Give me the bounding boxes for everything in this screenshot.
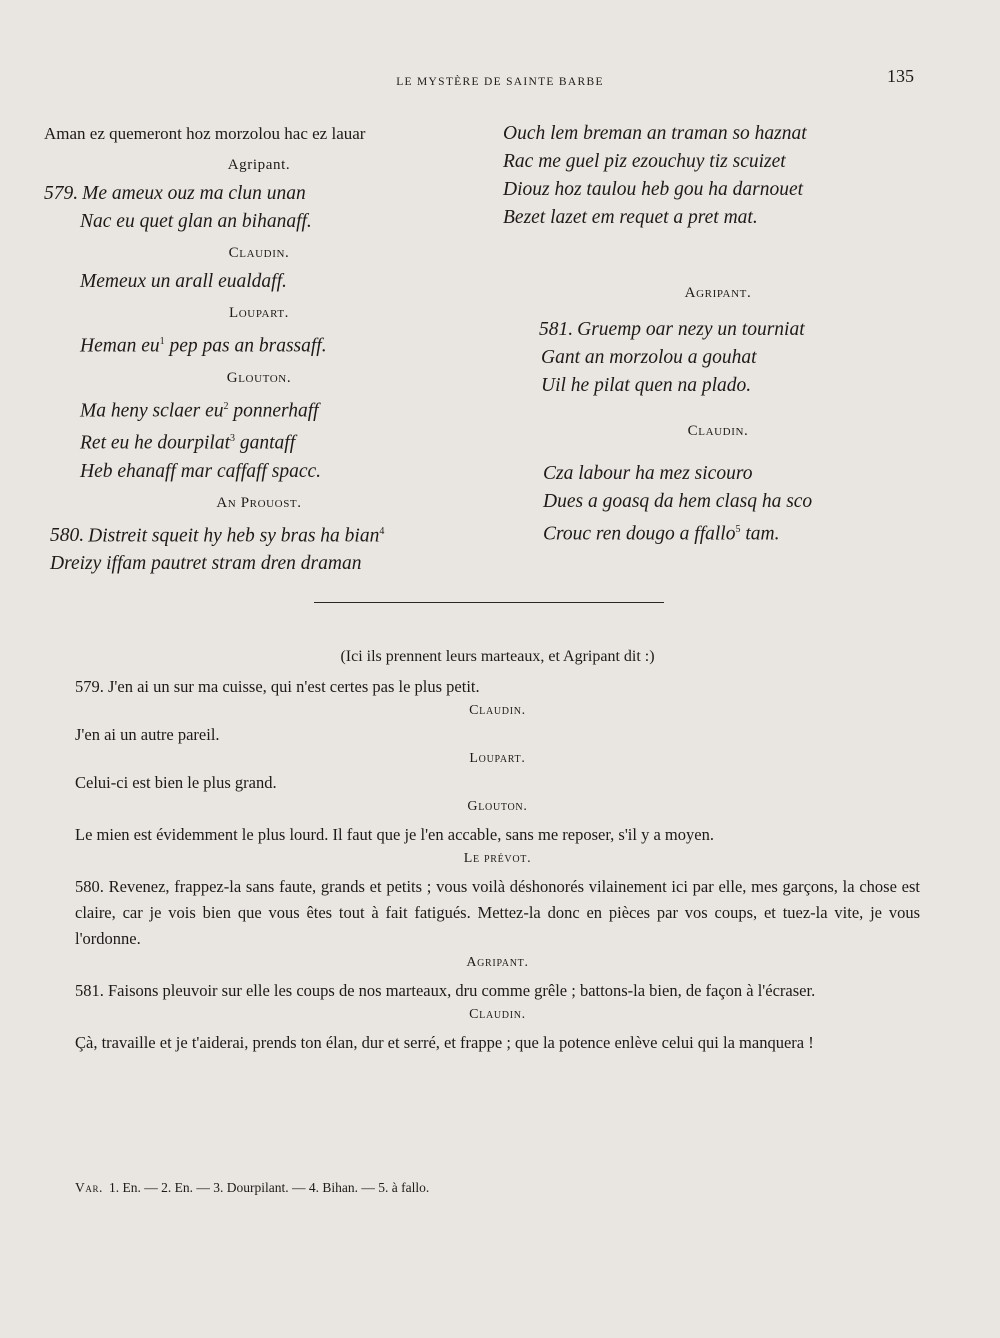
speaker-name: Claudin. <box>228 245 290 261</box>
speaker-name: An Prouost. <box>216 494 302 511</box>
speaker-name: Loupart. <box>228 305 290 321</box>
speaker-name: Claudin. <box>687 423 749 439</box>
verse-line: Crouc ren dougo a ffallo$^5$ tam. <box>543 523 780 545</box>
breton-verse-right-column <box>503 120 933 549</box>
translation-paragraph: 581. Faisons pleuvoir sur elle les coups de nos marteaux, dru comme grêle ; battons-la bien, de façon à l'écraser. <box>75 981 816 1000</box>
verse-line: Aman ez quemeront hoz morzolou hac ez lauar <box>44 124 366 143</box>
verse-line: Memeux un arall eualdaff. <box>80 271 287 292</box>
speaker-name: Agripant. <box>466 955 529 970</box>
verse-line: 581. Gruemp oar nezy un tourniat <box>539 319 805 340</box>
verse-line: Gant an morzolou a gouhat <box>541 347 757 368</box>
speaker-name: Glouton. <box>467 799 528 814</box>
verse-line: Bezet lazet em requet a pret mat. <box>503 207 758 228</box>
footnote-marker: 5 <box>735 524 741 535</box>
verse-line: Cza labour ha mez sicouro <box>543 463 753 484</box>
verse-line: Uil he pilat quen na plado. <box>541 375 752 396</box>
verse-line: 580. Distreit squeit hy heb sy bras ha bian$^4$ <box>50 525 385 546</box>
translation-paragraph: 580. Revenez, frappez-la sans faute, grands et petits ; vous voilà déshonorés vilainement ici par elle, mes garçons, la chose est claire, car je vois bien que vous êtes tout à fait fatigués. Mettez-la donc en pièces par vos coups, et tuez-la vite, je vous l'ordonne. <box>75 877 920 948</box>
speaker-name: Agripant. <box>684 285 752 301</box>
french-translation <box>75 646 920 1056</box>
running-title: LE MYSTÈRE DE SAINTE BARBE <box>396 76 604 88</box>
verse-line: 579. Me ameux ouz ma clun unan <box>44 183 306 204</box>
footnote-marker: 1 <box>159 336 165 347</box>
verse-line: Ret eu he dourpilat$^3$ gantaff <box>80 432 296 454</box>
stage-direction: (Ici ils prennent leurs marteaux, et Agripant dit :) <box>340 648 655 665</box>
footnote-marker: 2 <box>223 400 229 412</box>
footnote-marker: 4 <box>379 525 385 537</box>
speaker-name: Le prévot. <box>463 851 532 866</box>
translation-paragraph: J'en ai un autre pareil. <box>75 725 220 744</box>
translation-paragraph: 579. J'en ai un sur ma cuisse, qui n'est certes pas le plus petit. <box>75 677 480 696</box>
speaker-name: Claudin. <box>469 1007 526 1022</box>
breton-verse-left-column <box>44 120 474 578</box>
speaker-name: Agripant. <box>227 157 291 173</box>
speaker-name: Claudin. <box>469 703 526 718</box>
verse-line: Heb ehanaff mar caffaff spacc. <box>80 460 321 482</box>
verse-line: Ouch lem breman an traman so haznat <box>503 123 807 144</box>
page-number: 135 <box>887 66 914 86</box>
verse-line: Diouz hoz taulou heb gou ha darnouet <box>503 179 804 200</box>
footnote-marker: 3 <box>230 433 236 444</box>
translation-paragraph: Çà, travaille et je t'aiderai, prends ton élan, dur et serré, et frappe ; que la potence enlève celui qui la manquera ! <box>75 1033 814 1052</box>
speaker-name: Loupart. <box>469 751 526 766</box>
translation-paragraph: Le mien est évidemment le plus lourd. Il faut que je l'en accable, sans me reposer, s'il y a moyen. <box>75 825 714 844</box>
section-divider-rule <box>314 602 664 603</box>
verse-line: Rac me guel piz ezouchuy tiz scuizet <box>503 151 786 172</box>
translation-paragraph: Celui-ci est bien le plus grand. <box>75 773 277 792</box>
verse-line: Ma heny sclaer $eu^2$ ponnerhaff <box>80 400 319 421</box>
verse-line: Dues a goasq da hem clasq ha sco <box>543 491 813 512</box>
variant-readings-footnote: Var. 1. En. — 2. En. — 3. Dourpilant. — 4. Bihan. — 5. à fallo. <box>75 1180 430 1195</box>
speaker-name: Glouton. <box>226 369 292 386</box>
verse-line: Dreizy iffam pautret stram dren draman <box>50 553 362 574</box>
verse-line: Nac eu quet glan an bihanaff. <box>80 211 312 232</box>
verse-line: Heman $eu^1$ pep pas an brassaff. <box>80 335 327 357</box>
